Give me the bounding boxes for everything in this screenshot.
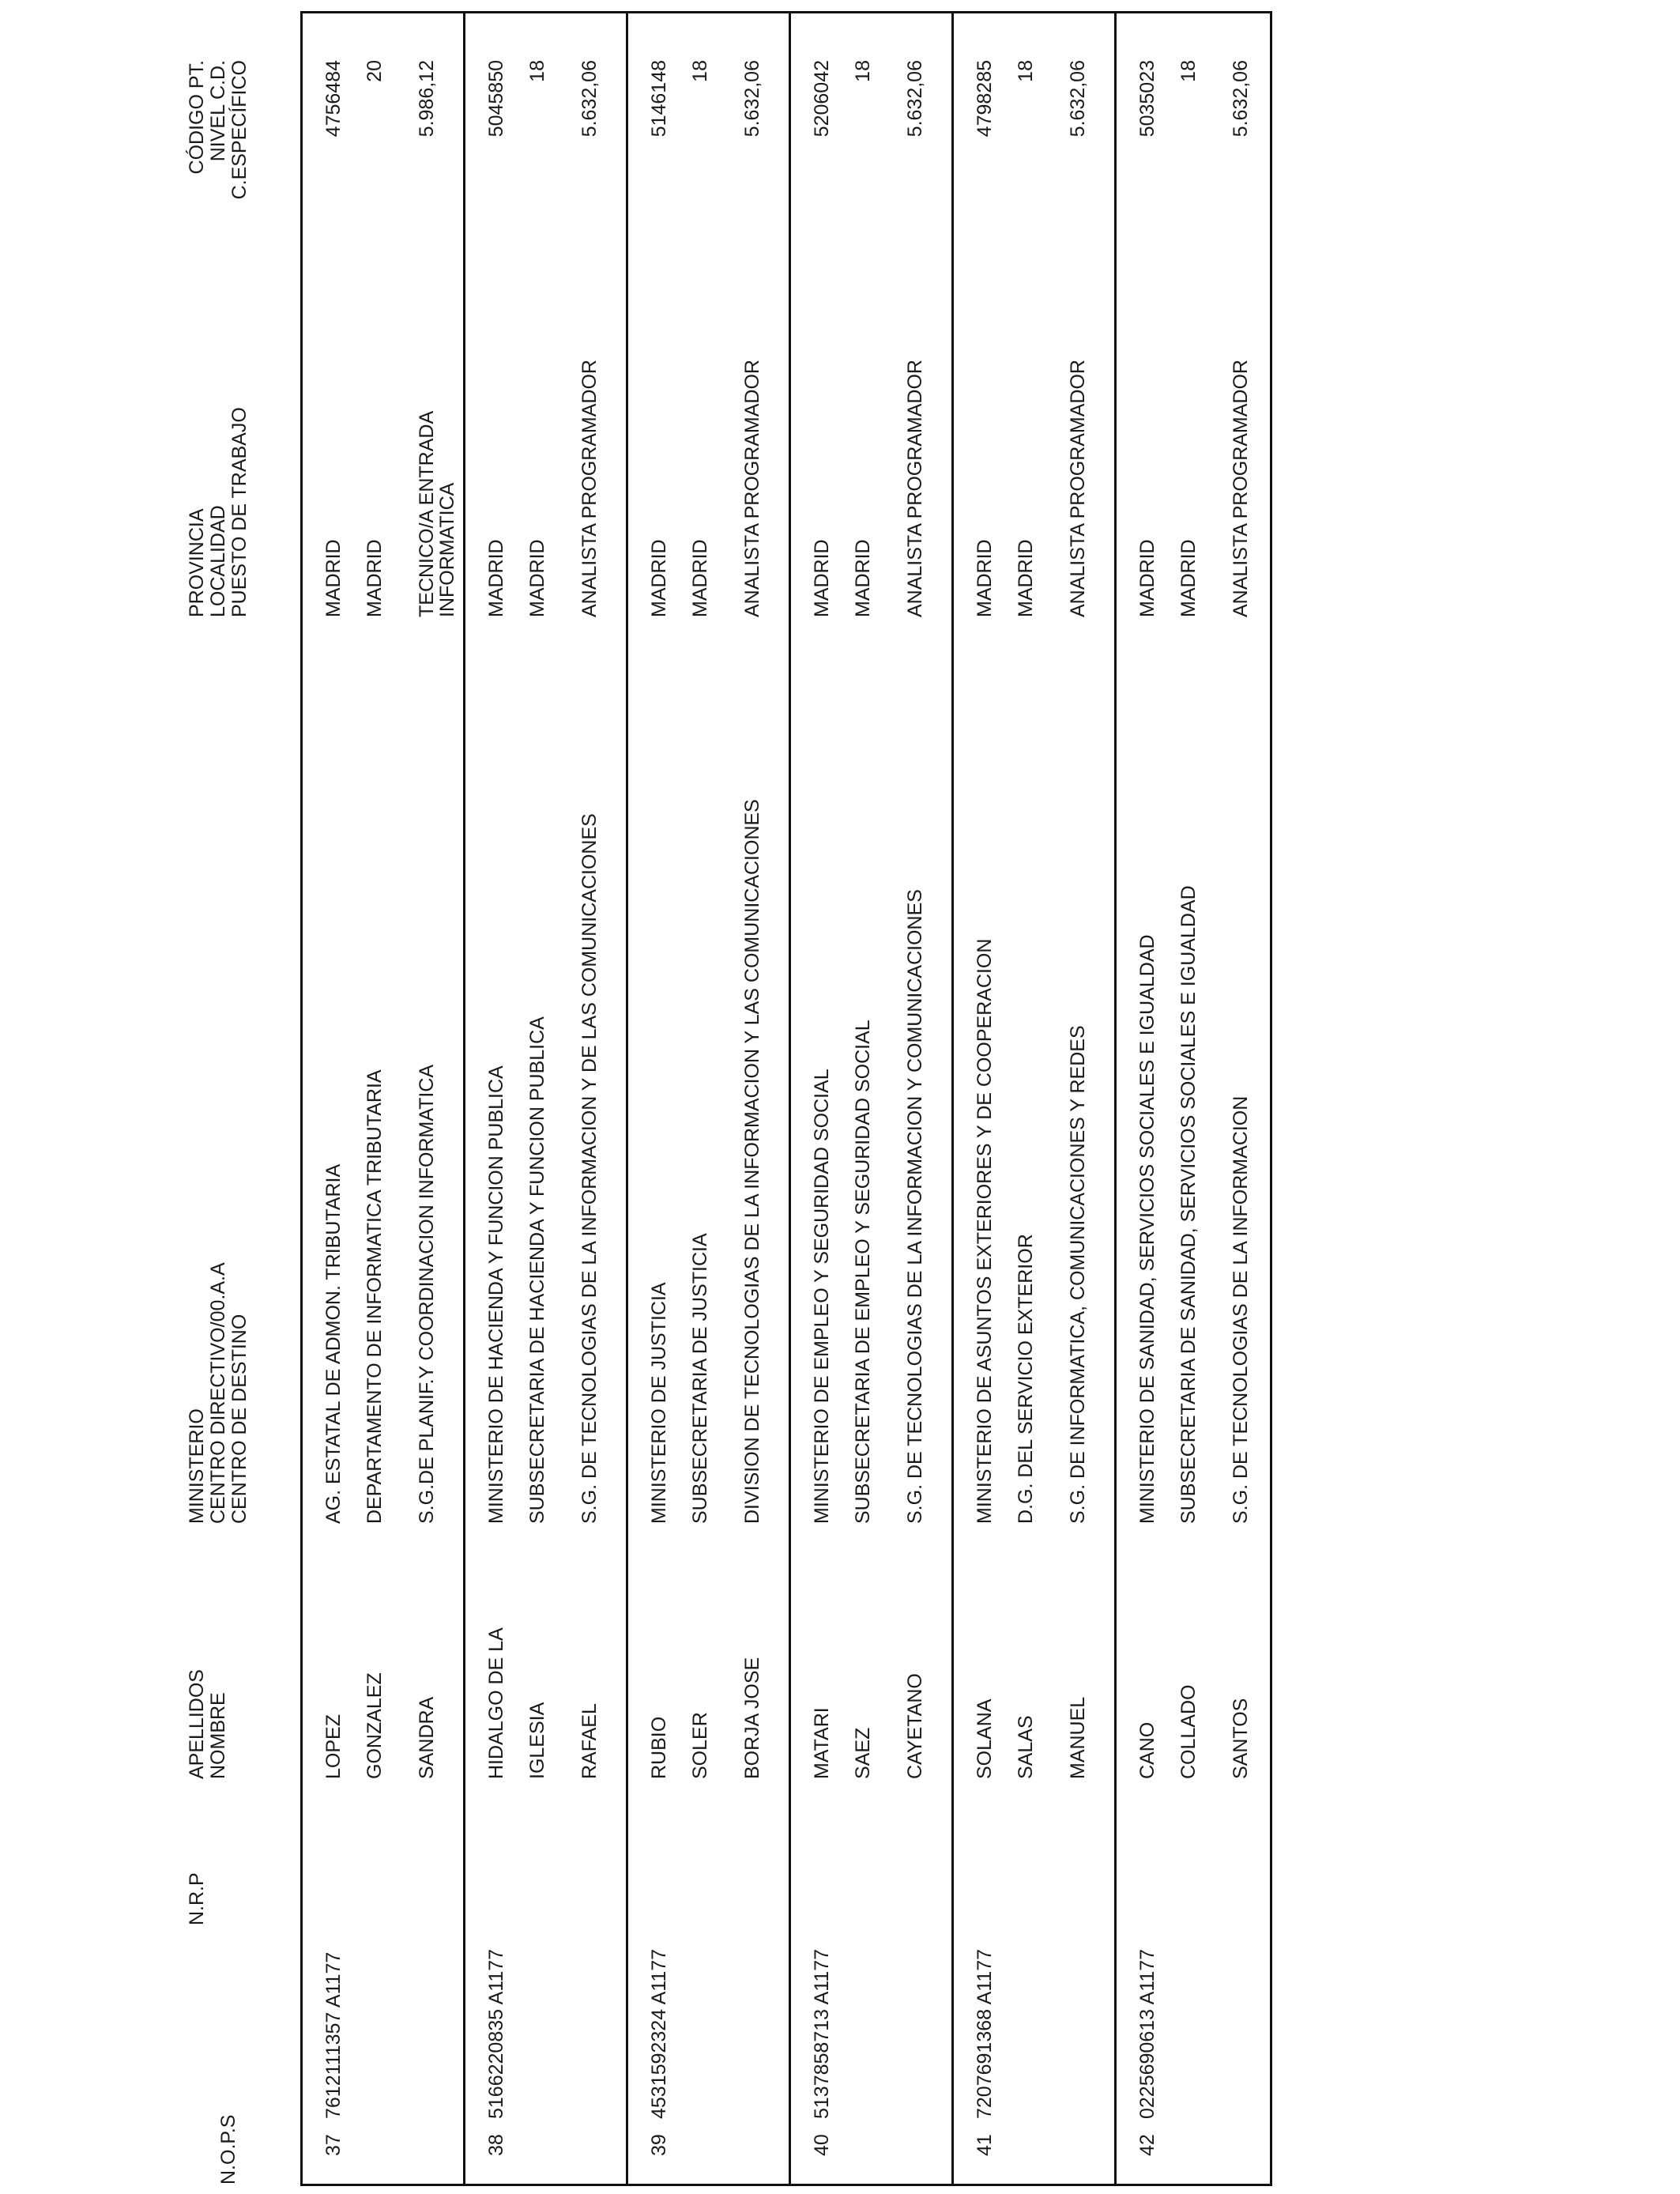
row-nrp: 0225690613 A1177 bbox=[1136, 1948, 1158, 2119]
row-apellido1: MATARI bbox=[811, 1707, 833, 1779]
row-centro-directivo: D.G. DEL SERVICIO EXTERIOR bbox=[1015, 1234, 1037, 1524]
row-provincia: MADRID bbox=[648, 539, 670, 617]
row-divider bbox=[463, 13, 465, 2184]
header-ministerio: MINISTERIO bbox=[186, 1408, 208, 1524]
row-nops: 40 bbox=[811, 2134, 833, 2156]
header-nops: N.O.P.S bbox=[217, 2114, 239, 2185]
row-divider bbox=[951, 13, 954, 2184]
row-puesto: TECNICO/A ENTRADA bbox=[416, 410, 438, 617]
row-codigo: 4798285 bbox=[974, 60, 996, 138]
row-apellido1: HIDALGO DE LA bbox=[485, 1627, 507, 1779]
row-especifico: 5.632,06 bbox=[578, 60, 601, 138]
row-apellido1: SOLANA bbox=[974, 1698, 996, 1779]
results-table bbox=[300, 11, 1272, 2186]
row-ministerio: MINISTERIO DE HACIENDA Y FUNCION PUBLICA bbox=[485, 1065, 507, 1524]
row-centro-directivo: SUBSECRETARIA DE EMPLEO Y SEGURIDAD SOCIAL bbox=[852, 1020, 874, 1524]
row-apellido1: RUBIO bbox=[648, 1716, 670, 1779]
row-ministerio: MINISTERIO DE SANIDAD, SERVICIOS SOCIALES E IGUALDAD bbox=[1136, 934, 1158, 1524]
row-codigo: 5146148 bbox=[648, 60, 670, 138]
row-codigo: 4756484 bbox=[322, 60, 345, 138]
row-localidad: MADRID bbox=[363, 539, 386, 617]
header-apellidos: APELLIDOS bbox=[186, 1669, 208, 1779]
row-centro-destino: S.G. DE INFORMATICA, COMUNICACIONES Y REDES bbox=[1067, 1025, 1089, 1524]
row-nops: 41 bbox=[974, 2134, 996, 2156]
row-provincia: MADRID bbox=[485, 539, 507, 617]
row-puesto: ANALISTA PROGRAMADOR bbox=[904, 360, 926, 617]
row-centro-destino: S.G.DE PLANIF.Y COORDINACION INFORMATICA bbox=[416, 1064, 438, 1524]
row-nombre: SANDRA bbox=[416, 1696, 438, 1779]
row-apellido1: LOPEZ bbox=[322, 1714, 345, 1779]
row-localidad: MADRID bbox=[852, 539, 874, 617]
row-nops: 39 bbox=[648, 2134, 670, 2156]
row-codigo: 5045850 bbox=[485, 60, 507, 138]
row-centro-directivo: SUBSECRETARIA DE HACIENDA Y FUNCION PUBLICA bbox=[526, 1016, 548, 1524]
row-apellido2: SOLER bbox=[689, 1712, 711, 1779]
row-provincia: MADRID bbox=[1136, 539, 1158, 617]
row-apellido2: COLLADO bbox=[1177, 1684, 1200, 1779]
header-centro-destino: CENTRO DE DESTINO bbox=[228, 1314, 250, 1524]
row-apellido2: IGLESIA bbox=[526, 1702, 548, 1779]
header-localidad: LOCALIDAD bbox=[207, 505, 229, 617]
row-divider bbox=[1114, 13, 1117, 2184]
row-centro-destino: S.G. DE TECNOLOGIAS DE LA INFORMACION Y DE LAS COMUNICACIONES bbox=[578, 813, 601, 1524]
header-codigo: CÓDIGO PT. bbox=[186, 60, 208, 175]
row-centro-directivo: DEPARTAMENTO DE INFORMATICA TRIBUTARIA bbox=[363, 1069, 386, 1524]
header-nombre: NOMBRE bbox=[207, 1692, 229, 1779]
header-nivel: NIVEL C.D. bbox=[207, 60, 229, 162]
row-puesto: ANALISTA PROGRAMADOR bbox=[1067, 360, 1089, 617]
header-puesto: PUESTO DE TRABAJO bbox=[228, 407, 250, 617]
row-puesto: ANALISTA PROGRAMADOR bbox=[741, 360, 763, 617]
row-especifico: 5.632,06 bbox=[741, 60, 763, 138]
row-puesto: ANALISTA PROGRAMADOR bbox=[1230, 360, 1252, 617]
row-nivel: 18 bbox=[1177, 60, 1200, 82]
row-especifico: 5.632,06 bbox=[1067, 60, 1089, 138]
row-nops: 42 bbox=[1136, 2134, 1158, 2156]
row-apellido2: SALAS bbox=[1015, 1715, 1037, 1779]
row-puesto: ANALISTA PROGRAMADOR bbox=[578, 360, 601, 617]
row-nivel: 18 bbox=[526, 60, 548, 82]
row-codigo: 5035023 bbox=[1136, 60, 1158, 138]
row-divider bbox=[626, 13, 628, 2184]
row-nops: 38 bbox=[485, 2134, 507, 2156]
row-nivel: 18 bbox=[689, 60, 711, 82]
row-especifico: 5.632,06 bbox=[904, 60, 926, 138]
row-puesto-cont: INFORMATICA bbox=[436, 482, 458, 617]
row-centro-destino: S.G. DE TECNOLOGIAS DE LA INFORMACION Y COMUNICACIONES bbox=[904, 889, 926, 1524]
row-nrp: 7612111357 A1177 bbox=[322, 1951, 345, 2119]
row-codigo: 5206042 bbox=[811, 60, 833, 138]
row-ministerio: MINISTERIO DE JUSTICIA bbox=[648, 1282, 670, 1524]
row-nrp: 4531592324 A1177 bbox=[648, 1948, 670, 2119]
row-apellido1: CANO bbox=[1136, 1721, 1158, 1779]
row-nombre: CAYETANO bbox=[904, 1673, 926, 1779]
row-centro-destino: S.G. DE TECNOLOGIAS DE LA INFORMACION bbox=[1230, 1095, 1252, 1524]
row-nrp: 7207691368 A1177 bbox=[974, 1948, 996, 2119]
header-nrp: N.R.P bbox=[186, 1872, 208, 1925]
row-centro-directivo: SUBSECRETARIA DE JUSTICIA bbox=[689, 1233, 711, 1524]
row-nivel: 18 bbox=[1015, 60, 1037, 82]
row-provincia: MADRID bbox=[322, 539, 345, 617]
row-nivel: 18 bbox=[852, 60, 874, 82]
row-provincia: MADRID bbox=[811, 539, 833, 617]
row-ministerio: MINISTERIO DE EMPLEO Y SEGURIDAD SOCIAL bbox=[811, 1069, 833, 1524]
header-especifico: C.ESPECÍFICO bbox=[228, 60, 250, 200]
row-localidad: MADRID bbox=[1177, 539, 1200, 617]
row-especifico: 5.986,12 bbox=[416, 60, 438, 138]
row-ministerio: AG. ESTATAL DE ADMON. TRIBUTARIA bbox=[322, 1163, 345, 1524]
row-centro-destino: DIVISION DE TECNOLOGIAS DE LA INFORMACION Y LAS COMUNICACIONES bbox=[741, 799, 763, 1524]
row-nombre: SANTOS bbox=[1230, 1698, 1252, 1779]
row-nombre: RAFAEL bbox=[578, 1703, 601, 1779]
row-nrp: 5166220835 A1177 bbox=[485, 1948, 507, 2119]
header-provincia: PROVINCIA bbox=[186, 508, 208, 617]
row-provincia: MADRID bbox=[974, 539, 996, 617]
row-apellido2: SAEZ bbox=[852, 1727, 874, 1779]
row-nrp: 5137858713 A1177 bbox=[811, 1948, 833, 2119]
row-nombre: BORJA JOSE bbox=[741, 1657, 763, 1779]
row-divider bbox=[789, 13, 791, 2184]
row-localidad: MADRID bbox=[1015, 539, 1037, 617]
row-nombre: MANUEL bbox=[1067, 1696, 1089, 1779]
row-ministerio: MINISTERIO DE ASUNTOS EXTERIORES Y DE COOPERACION bbox=[974, 938, 996, 1524]
row-especifico: 5.632,06 bbox=[1230, 60, 1252, 138]
row-nops: 37 bbox=[322, 2134, 345, 2156]
header-centro-directivo: CENTRO DIRECTIVO/00.A.A bbox=[207, 1262, 229, 1524]
row-localidad: MADRID bbox=[526, 539, 548, 617]
row-nivel: 20 bbox=[363, 60, 386, 82]
row-localidad: MADRID bbox=[689, 539, 711, 617]
row-apellido2: GONZALEZ bbox=[363, 1672, 386, 1779]
row-centro-directivo: SUBSECRETARIA DE SANIDAD, SERVICIOS SOCIALES E IGUALDAD bbox=[1177, 885, 1200, 1524]
